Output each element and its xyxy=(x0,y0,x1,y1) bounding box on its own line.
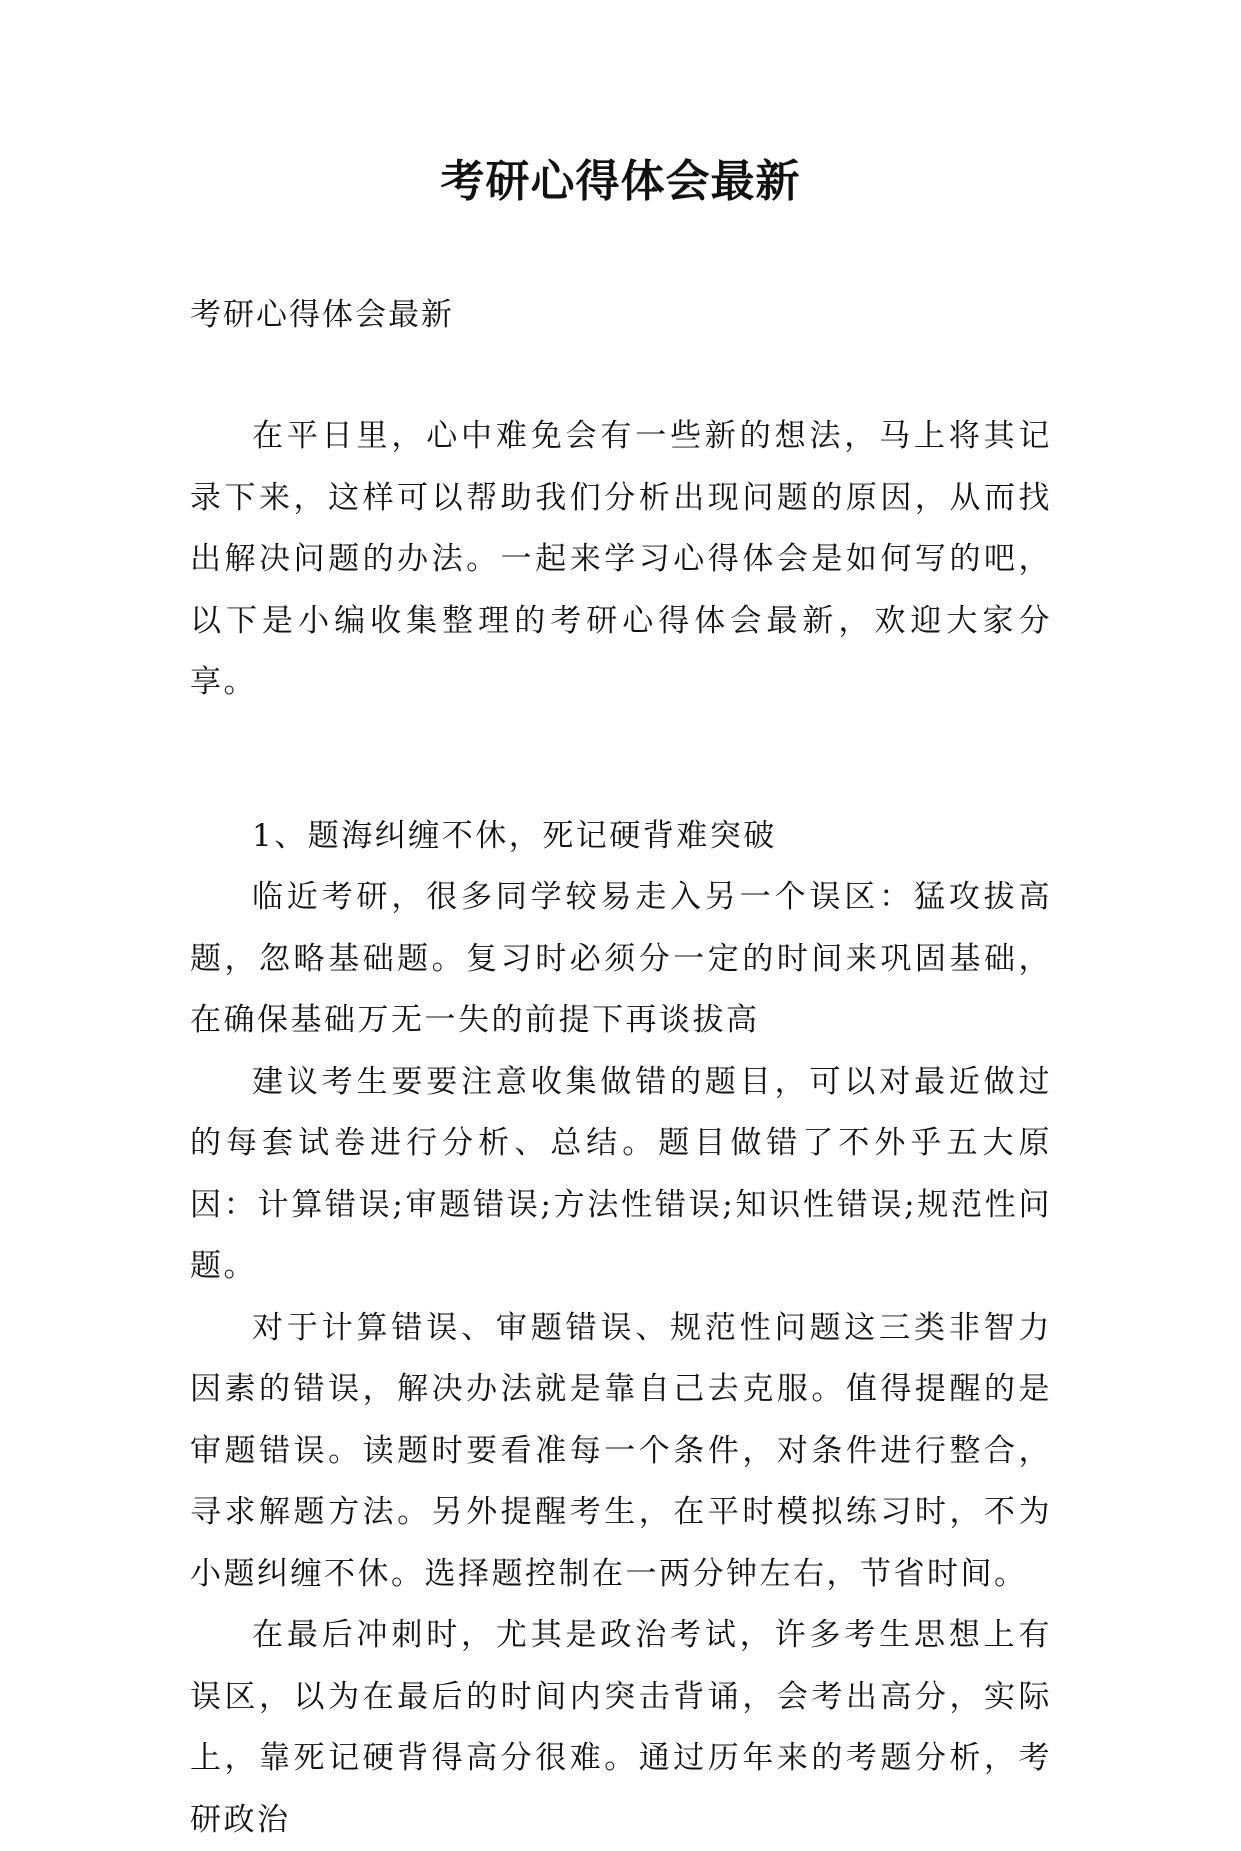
body-paragraph: 建议考生要要注意收集做错的题目，可以对最近做过的每套试卷进行分析、总结。题目做错了不外乎五大原因：计算错误;审题错误;方法性错误;知识性错误;规范性问题。 xyxy=(190,1063,1052,1284)
body-paragraph: 在最后冲刺时，尤其是政治考试，许多考生思想上有误区，以为在最后的时间内突击背诵，会考出高分，实际上，靠死记硬背得高分很难。通过历年来的考题分析，考研政治 xyxy=(190,1617,1052,1838)
intro-paragraph: 在平日里，心中难免会有一些新的想法，马上将其记录下来，这样可以帮助我们分析出现问题的原因，从而找出解决问题的办法。一起来学习心得体会是如何写的吧，以下是小编收集整理的考研心得体会最新，欢迎大家分享。 xyxy=(190,418,1052,700)
section-heading: 1、题海纠缠不休，死记硬背难突破 xyxy=(252,817,777,854)
paragraph-spacer xyxy=(190,714,1052,806)
body-paragraph: 临近考研，很多同学较易走入另一个误区：猛攻拔高题，忽略基础题。复习时必须分一定的时间来巩固基础，在确保基础万无一失的前提下再谈拔高 xyxy=(190,879,1052,1038)
document-subtitle: 考研心得体会最新 xyxy=(190,297,454,333)
document-body xyxy=(190,406,1052,1851)
body-paragraph: 对于计算错误、审题错误、规范性问题这三类非智力因素的错误，解决办法就是靠自己去克服。值得提醒的是审题错误。读题时要看准每一个条件，对条件进行整合，寻求解题方法。另外提醒考生，在平时模拟练习时，不为小题纠缠不休。选择题控制在一两分钟左右，节省时间。 xyxy=(190,1309,1052,1592)
document-title: 考研心得体会最新 xyxy=(440,156,801,207)
